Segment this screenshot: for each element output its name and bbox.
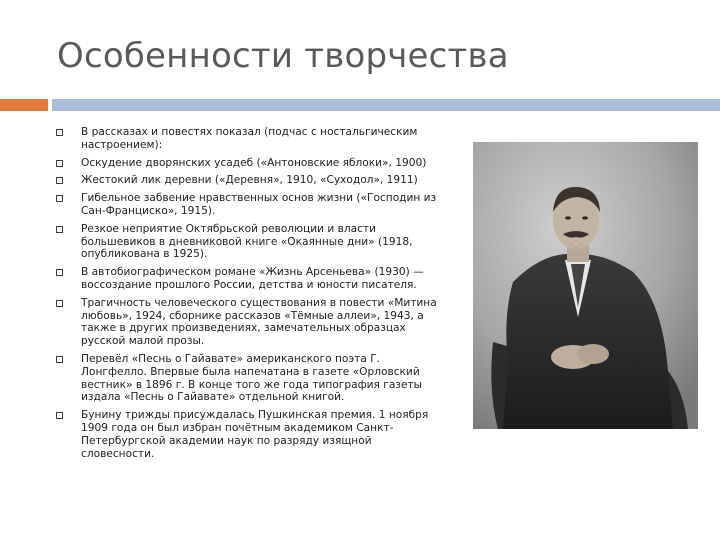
list-item — [56, 266, 466, 292]
list-item — [56, 174, 466, 187]
list-item — [56, 192, 466, 218]
list-item — [56, 223, 466, 261]
bullet-text: В автобиографическом романе «Жизнь Арсеньева» (1930) — воссоздание прошлого России, детства и юности писателя. — [81, 266, 424, 291]
bullet-square-icon — [56, 412, 63, 419]
list-item — [56, 157, 466, 170]
bullet-square-icon — [56, 160, 63, 167]
list-item — [56, 353, 466, 404]
bullet-square-icon — [56, 226, 63, 233]
bullet-text: Оскудение дворянских усадеб («Антоновские яблоки», 1900) — [81, 156, 427, 169]
list-item — [56, 126, 466, 152]
list-item — [56, 297, 466, 348]
bullet-text: Бунину трижды присуждалась Пушкинская премия. 1 ноября 1909 года он был избран почётным академиком Санкт- Петербургской академии наук по разряду изящной словесности. — [81, 409, 429, 460]
bullet-square-icon — [56, 269, 63, 276]
list-item — [56, 409, 466, 460]
bullet-text: В рассказах и повестях показал (подчас с ностальгическим настроением): — [81, 126, 418, 151]
accent-bar-orange — [0, 99, 48, 111]
bullet-text: Резкое неприятие Октябрьской революции и власти большевиков в дневниковой книге «Окаянные дни» (1918, опубликована в 1925). — [81, 222, 413, 261]
bullet-text: Гибельное забвение нравственных основ жизни («Господин из Сан-Франциско», 1915). — [81, 192, 437, 217]
accent-bar-blue — [52, 99, 720, 111]
portrait-photo — [473, 142, 698, 429]
bullet-square-icon — [56, 177, 63, 184]
slide-title: Особенности творчества — [57, 36, 509, 76]
bullet-square-icon — [56, 356, 63, 363]
bullet-square-icon — [56, 129, 63, 136]
bullet-square-icon — [56, 195, 63, 202]
bullet-text: Трагичность человеческого существования в повести «Митина любовь», 1924, сборнике рассказов «Тёмные аллеи», 1943, а также в других произведениях, замечательных образцах русской малой прозы. — [81, 296, 437, 348]
bullet-list — [56, 126, 466, 465]
bullet-square-icon — [56, 300, 63, 307]
bullet-text: Жестокий лик деревни («Деревня», 1910, «Суходол», 1911) — [81, 174, 418, 187]
bullet-text: Перевёл «Песнь о Гайавате» американского поэта Г. Лонгфелло. Впервые была напечатана в газете «Орловский вестник» в 1896 г. В конце того же года типография газеты издала «Песнь о Гайавате» отдельной книгой. — [81, 352, 422, 404]
